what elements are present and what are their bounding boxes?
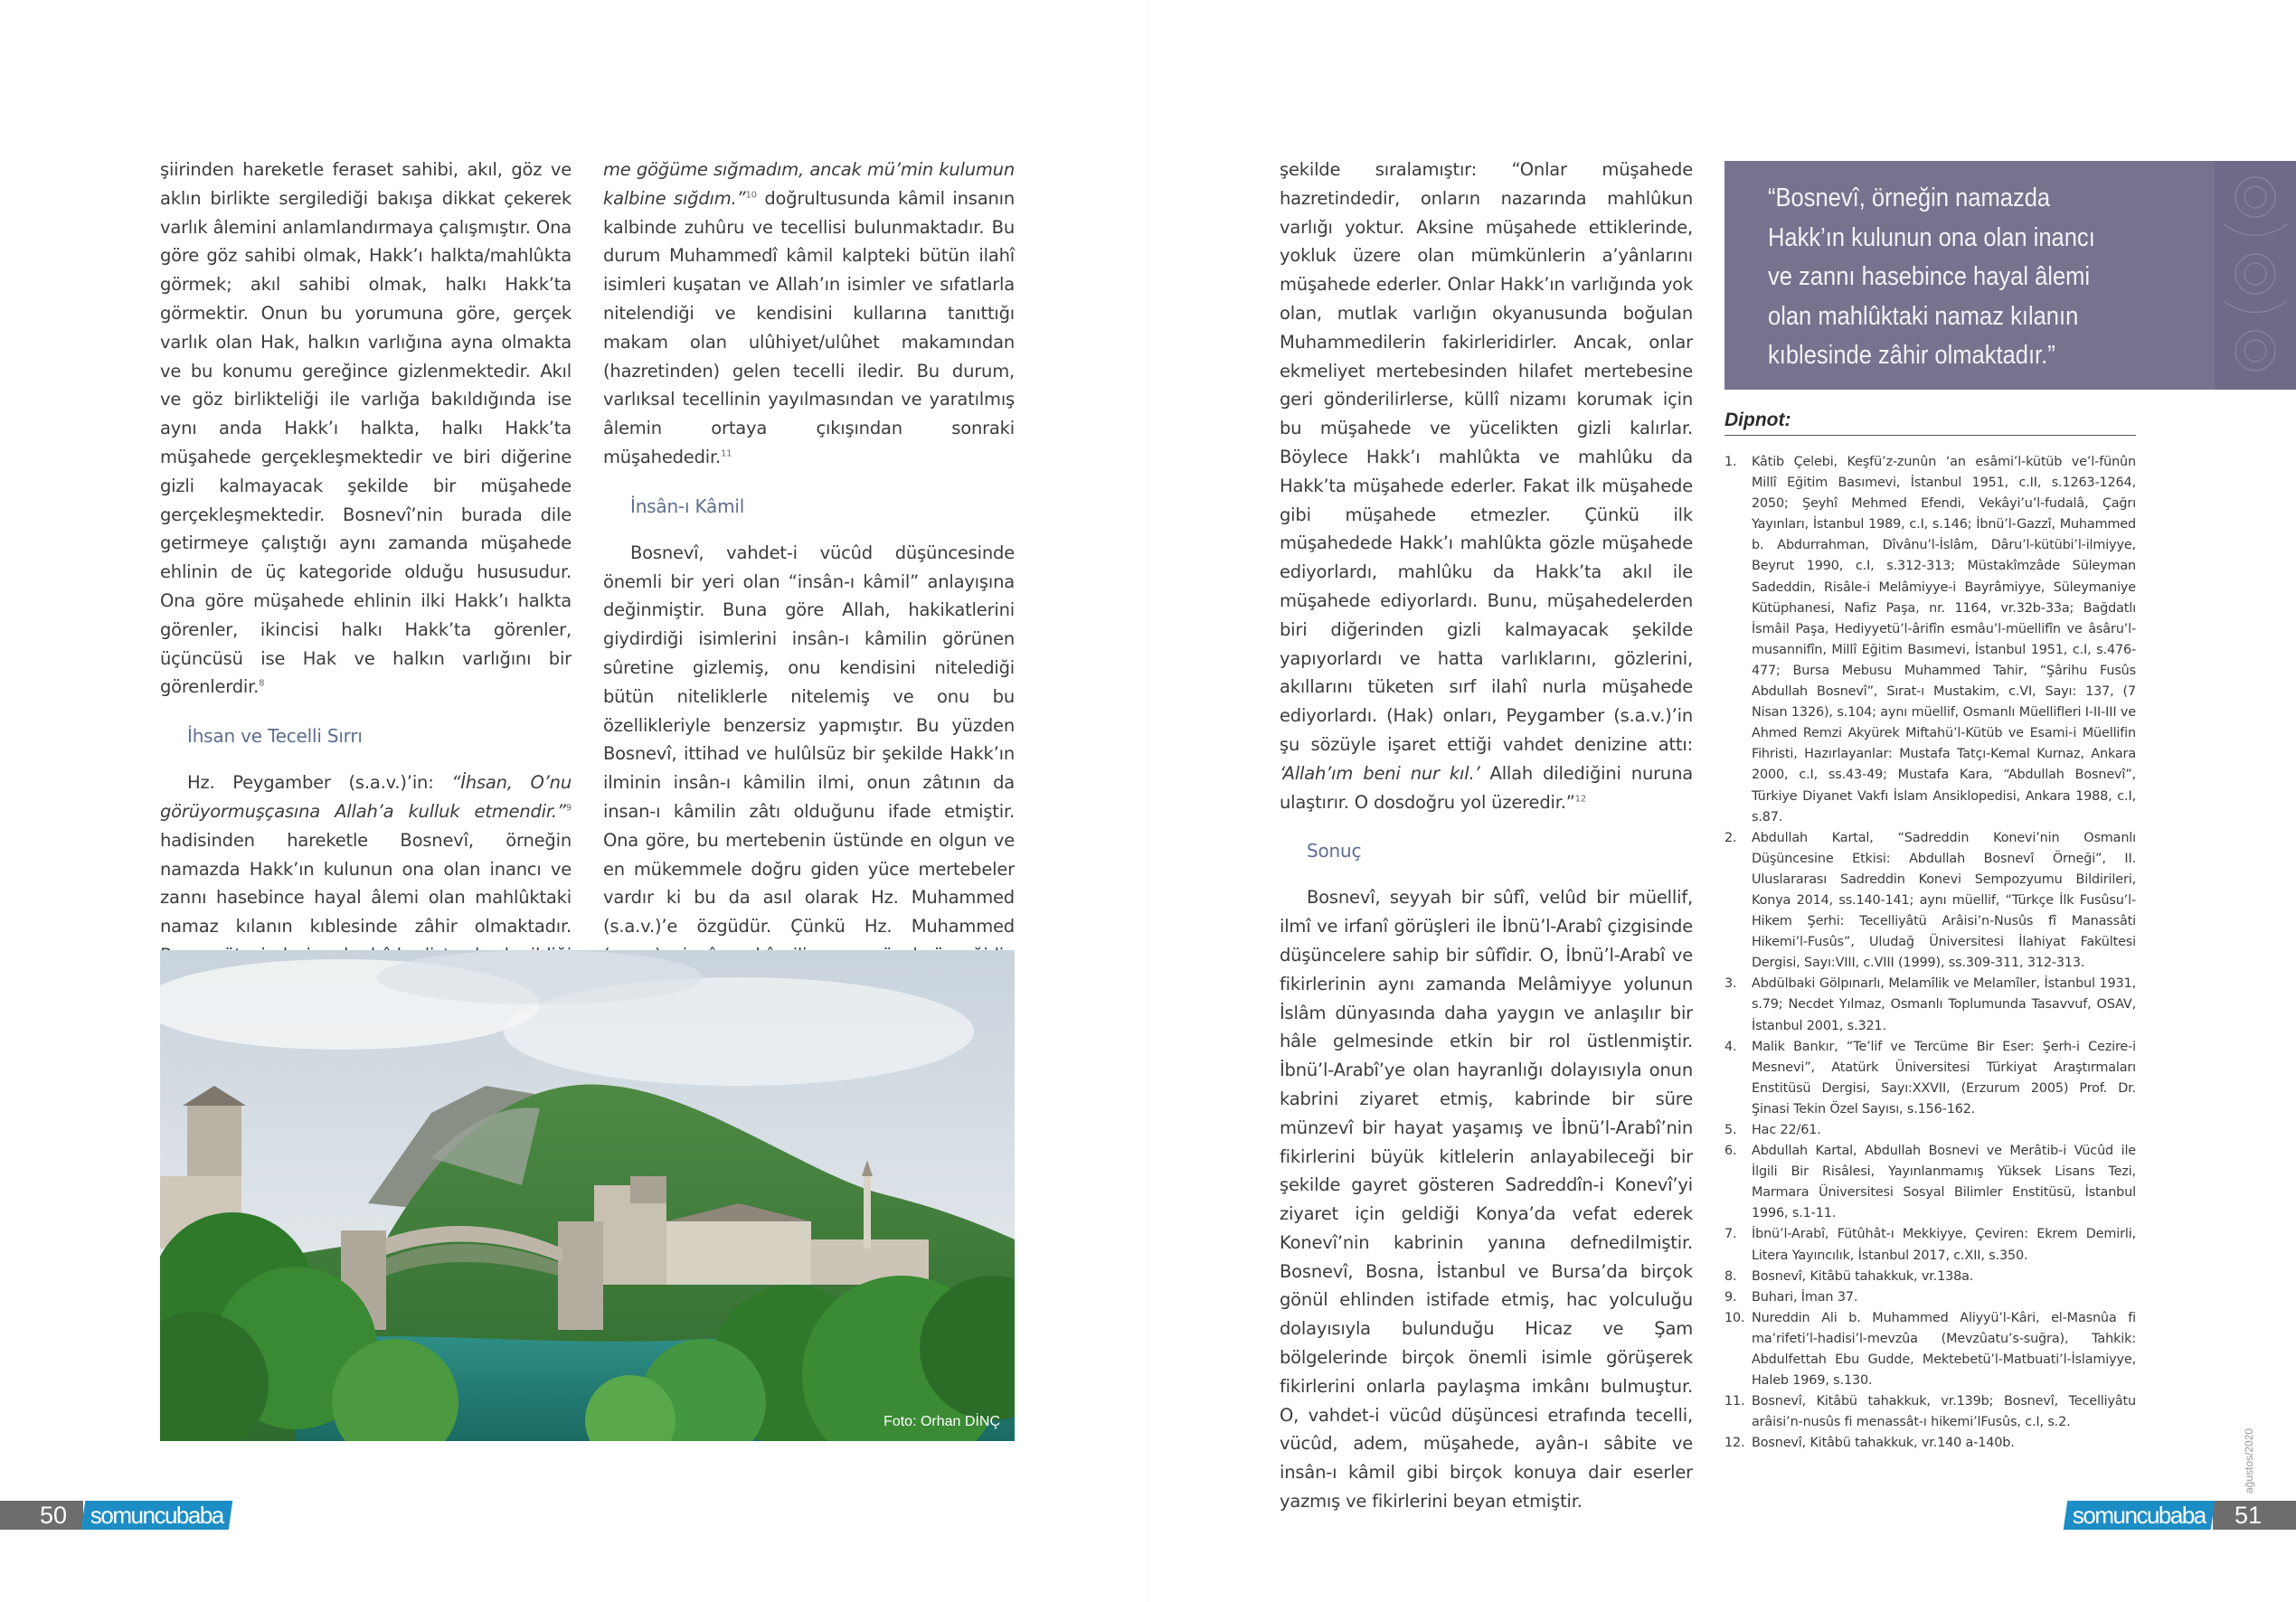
section-heading-sonuc: Sonuç: [1307, 840, 1362, 862]
footnote-text: Malik Bankır, “Te’lif ve Tercüme Bir Eser: Şerh-i Cezire-i Mesnevi”, Atatürk Üniversitesi Türkiyat Araştırmaları Enstitüsü Dergisi, Sayı:XXVII, (Erzurum 2005) Prof. Dr. Şinasi Tekin Özel Sayısı, s.156-162.: [1752, 1039, 2136, 1117]
paragraph: şekilde sıralamıştır: “Onlar müşahede hazretindedir, onların nazarında mahlûkun varlığı yoktur. Aksine müşahede ettiklerinde, yokluk üzere olan mümkünlerin a’yânlarını müşahede ederler. Onlar Hakk’ın varlığında yok olan, mutlak varlığın okyanusunda boğulan Muhammedilerin fakirleridirler. Ancak, onlar ekmeliyet mertebesinden hilafet mertebesine geri gönderilirlerse, küllî nizamı korumak için bu müşahede ve yücelikten gizli kalırlar. Böylece Hakk’ı mahlûkta ve mahlûku da Hakk’ta müşahede ederler. Fakat ilk müşahede gibi müşahede etmezler. Çünkü ilk müşahedede Hakk’ı mahlûkta gözle müşahede ediyorlardı, mahlûku da Hakk’ta akıl ile müşahede ediyorlardı. Bunu, müşahedelerden biri diğerinden gizli kalmayacak şekilde yapıyorlardı ve hatta varlıklarını, gözlerini, akıllarını tüketen sırf ilahî nurla müşahede ediyorlardı. (Hak) onları, Peygamber (s.a.v.)’in şu sözüyle işaret ettiği vahdet denizine attı: ‘Allah’ım beni nur kıl.’ Allah dilediğini nuruna ulaştırır. O dosdoğru yol üzeredir.”$^{12}$: [1280, 159, 1694, 813]
footnotes-title: Dipnot:: [1724, 410, 2136, 436]
footnote-text: Kâtib Çelebi, Keşfü’z-zunûn ‘an esâmi’l-kütüb ve’l-fünûn Millî Eğitim Basımevi, İstanbul 1951, c.II, s.1263-1264, 2050; Şeyhî Mehmed Efendi, Vekâyi’u’l-fudalâ, Çağrı Yayınları, İstanbul 1989, c.I, s.146; İbnü’l-Gazzî, Muhammed b. Abdurrahman, Dîvânu’l-İslâm, Dâru’l-kütübi’l-ilmiyye, Beyrut 1990, c.I, s.312-313; Müstakîmzâde Süleyman Sadeddin, Risâle-i Melâmiyye-i Bayrâmiyye, Süleymaniye Kütüphanesi, Nafiz Paşa, nr. 1164, vr.32b-33a; Bağdatlı İsmâil Paşa, Hediyyetü’l-ârifîn esmâu’l-müellifîn ve âsâru’l-musannifîn, Millî Eğitim Basımevi, İstanbul 1951, c.I, s.476-477; Bursa Mebusu Muhammed Tahir, “Şârihu Fusûs Abdullah Bosnevî”, Sırat-ı Mustakim, c.VI, Sayı: 137, (7 Nisan 1326), s.104; aynı müellif, Osmanlı Müellifleri I-II-III ve Ahmed Remzi Akyürek Miftahü’l-Kütüb ve Esami-i Müellifin Fihristi, Hazırlayanlar: Mustafa Tatçı-Kemal Kurnaz, Ankara 2000, c.I, ss.43-49; Mustafa Kara, “Abdullah Bosnevî”, Türkiye Diyanet Vakfı İslam Ansiklopedisi, Ankara 1988, c.I, s.87.: [1752, 455, 2136, 825]
footnote-item: [1724, 1287, 2136, 1308]
brand-logo-left: somuncubaba: [81, 1501, 232, 1530]
footnote-item: [1724, 828, 2136, 975]
footnote-number: 1.: [1724, 455, 1737, 469]
floral-pattern-icon: [2215, 161, 2296, 390]
footnote-item: [1724, 1267, 2136, 1287]
footnote-number: 10.: [1724, 1310, 1745, 1325]
footnote-item: [1724, 1224, 2136, 1266]
footnote-text: Hac 22/61.: [1752, 1123, 1821, 1137]
footnote-item: [1724, 1141, 2136, 1224]
footnote-text: İbnü’l-Arabî, Fütûhât-ı Mekkiyye, Çeviren: Ekrem Demirli, Litera Yayıncılık, İstanbul 2017, c.XII, s.350.: [1752, 1227, 2136, 1263]
page-number-left: 50: [0, 1501, 83, 1530]
footer-right: [2065, 1501, 2296, 1530]
footnote-number: 9.: [1724, 1289, 1737, 1305]
left-column-2: [603, 155, 1015, 999]
issue-date: ağustos/2020: [2243, 1428, 2255, 1494]
footnote-text: Bosnevî, Kitâbü tahakkuk, vr.138a.: [1752, 1268, 1974, 1284]
page-number-right: 51: [2213, 1501, 2296, 1530]
paragraph: Hz. Peygamber (s.a.v.)’in: “İhsan, O’nu görüyormuşçasına Allah’a kulluk etmendir.”$^9$ hadisinden hareketle Bosnevî, örneğin namazda Hakk’ın kulunun ona olan inancı ve zannı hasebince hayal âlemi olan mahlûktaki namaz kılanın kıblesinde zâhir olmaktadır.: [160, 772, 572, 938]
footnote-item: [1724, 452, 2136, 828]
pull-quote-box: [1724, 161, 2296, 390]
footnote-number: 8.: [1724, 1268, 1737, 1284]
footnote-item: [1724, 1308, 2136, 1391]
section-heading-insan-i-kamil: İnsân-ı Kâmil: [630, 495, 745, 517]
footnote-text: Abdülbaki Gölpınarlı, Melamîlik ve Melamîler, İstanbul 1931, s.79; Necdet Yılmaz, Osmanlı Toplumunda Tasavvuf, OSAV, İstanbul 2001, s.321.: [1752, 976, 2136, 1033]
footnote-text: Bosnevî, Kitâbü tahakkuk, vr.139b; Bosnevî, Tecelliyâtu arâisi’n-nusûs fi menassât-ı hikemi’lFusûs, c.I, s.2.: [1752, 1394, 2136, 1430]
footnote-item: [1724, 1391, 2136, 1433]
footer-left: [0, 1501, 231, 1530]
footnote-text: Buhari, İman 37.: [1752, 1289, 1858, 1305]
footnote-number: 6.: [1724, 1144, 1737, 1159]
footnote-text: Abdullah Kartal, “Sadreddin Konevi’nin Osmanlı Düşüncesine Etkisi: Abdullah Bosnevî Örneği”, II. Uluslararası Sadreddin Konevi Sempozyumu Bildirileri, Konya 2014, ss.140-141; aynı müellif, “Türkçe İlk Fusûsu’l-Hikem Şerhi: Tecelliyâtü Arâisi’n-Nusûs fî Manassâti Hikemi’l-Fusûs”, Uludağ Üniversitesi İlahiyat Fakültesi Dergisi, Sayı:VIII, c.VIII (1999), ss.309-311, 312-313.: [1752, 830, 2136, 971]
footnote-number: 4.: [1724, 1039, 1737, 1054]
right-column-1: [1280, 155, 1693, 1516]
footnote-item: [1724, 1433, 2136, 1454]
footnotes-section: [1724, 410, 2136, 1455]
footnote-item: [1724, 1037, 2136, 1120]
footnote-text: Bosnevî, Kitâbü tahakkuk, vr.140 a-140b.: [1752, 1436, 2015, 1451]
footnote-number: 5.: [1724, 1123, 1737, 1137]
footnote-number: 2.: [1724, 830, 1737, 845]
paragraph: me göğüme sığmadım, ancak mü’min kulumun kalbine sığdım.”$^{10}$ doğrultusunda kâmil insanın kalbinde zuhûru ve tecellisi bulunmaktadır. Bu durum Muhammedî kâmil kalpteki bütün ilahî isimleri kuşatan ve Allah’ın isimler ve sıfatlarla nitelendiği ve kendisini kullarına tanıttığı makam olan ulûhiyet/ulûhet makamından (hazretinden) gelen tecelli iledir. Bu durum, varlıksal tecellinin yayılmasından ve yaratılmış âlemin ortaya çıkışından sonraki müşahededir.$^{11}$: [603, 159, 1015, 467]
paragraph: şiirinden hareketle feraset sahibi, akıl, göz ve aklın birlikte sergilediği bakışa dikkat çekerek varlık âlemini anlamlandırmaya çalışmıştır. Ona göre göz sahibi olmak, Hakk’ı halkta/mahlûkta görmek; akıl sahibi olmak, halkı Hakk’ta görmektir. Onun bu yorumuna göre, gerçek varlık olan Hak, halkın varlığına ayna olmakta ve bu konumu gereğince gizlenmektedir. Akıl ve göz birlikteliği ile varlığa bakıldığında ise aynı anda Hakk’ı halkta, halkı Hakk’ta müşahede gerçekleşmektedir ve biri diğerine gizli kalmayacak şekilde bir müşahede gerçekleşmektedir. Bosnevî’nin burada dile getirmeye çalıştığı aynı zamanda müşahede ehlinin de üç kategoride olduğu hususudur. Ona göre müşahede ehlinin ilki Hakk’ı halkta görenler, ikincisi halkı Hakk’ta görenler, üçüncüsü ise Hak ve halkın varlığını bir görenlerdir.$^8$: [160, 159, 572, 698]
decorative-pattern: [2215, 161, 2296, 390]
section-heading-ihsan: İhsan ve Tecelli Sırrı: [187, 725, 363, 748]
mostar-photo: [160, 950, 1015, 1441]
mostar-bridge-image: [160, 950, 1015, 1441]
photo-credit: Foto: Orhan DİNÇ: [883, 1414, 1000, 1429]
footnote-number: 3.: [1724, 976, 1737, 992]
brand-logo-right: somuncubaba: [2064, 1501, 2215, 1530]
footnote-text: Abdullah Kartal, Abdullah Bosnevi ve Merâtib-i Vücûd ile İlgili Bir Risâlesi, Yayınlanmamış Yüksek Lisans Tezi, Marmara Üniversitesi Sosyal Bilimler Enstitüsü, İstanbul 1996, s.1-11.: [1752, 1144, 2136, 1221]
footnote-item: [1724, 974, 2136, 1036]
footnotes-list: [1724, 452, 2136, 1455]
footnote-number: 7.: [1724, 1227, 1737, 1242]
left-column-1: [160, 155, 572, 999]
paragraph: Bosnevî, seyyah bir sûfî, velûd bir müellif, ilmî ve irfanî görüşleri ile İbnü’l-Arabî çizgisinde düşüncelere sahip bir sûfîdir. O, İbnü’l-Arabî ve fikirlerinin aynı zamanda Melâmiyye yolunun İslâm dünyasında daha yaygın ve anlaşılır bir hâle gelmesinde etkin bir rol üstlenmiştir. İbnü’l-Arabî’ye olan hayranlığı dolayısıyla onun kabrini ziyaret etmiş, kabrinde bir süre münzevî bir hayat yaşamış ve İbnü’l-Arabî’nin fikirlerini büyük kitlelerin anlayabileceği bir şekilde gayret gösteren Sadreddîn-i Konevî’yi ziyaret için geldiği Konya’da vefat ederek Konevî’nin kabrinin yanına defnedilmiştir. Bosnevî, Bosna, İstanbul ve Bursa’da birçok gönül ehlinden istifade etmiş, hac yolculuğu dolayısıyla bulunduğu Hicaz ve Şam bölgelerinde birçok önemli isimle görüşerek fikirlerini onlarla paylaşma imkânı bulmuştur. O, vahdet-i vücûd düşüncesi etrafında tecelli, vücûd, adem, müşahede, ayân-ı sâbite ve insân-ı kâmil gibi birçok konuya dair eserler yazmış ve fikirlerini beyan etmiştir.: [1280, 887, 1693, 1512]
footnote-text: Nureddin Ali b. Muhammed Aliyyü’l-Kâri, el-Masnûa fi ma’rifeti’l-hadisi’l-mevzûa (Mevzûatu’s-suğra), Tahkik: Abdulfettah Ebu Gudde, Mektebetü’l-Matbuati’l-İslamiyye, Haleb 1969, s.130.: [1752, 1310, 2136, 1389]
footnote-number: 11.: [1724, 1394, 1745, 1409]
footnote-number: 12.: [1724, 1436, 1745, 1451]
paragraph: Bosnevî, vahdet-i vücûd düşüncesinde önemli bir yeri olan “insân-ı kâmil” anlayışına değinmiştir. Buna göre Allah, hakikatlerini giydirdiği isimlerini insân-ı kâmilin görünen sûretine gizlemiş, onu kendisini nitelediği bütün niteliklerle nitelemiş ve onu bu özellikleriyle benzersiz yapmıştır. Bu yüzden Bosnevî, ittihad ve hulûlsüz bir şekilde Hakk’ın ilminin insân-ı kâmilin ilmi, onun zâtının da insan-ı kâmilin zâtı olduğunu ifade etmiştir. Ona göre, bu mertebenin üstünde en olgun ve en mükemmele doğru giden yüce mertebeler vardır ki bu da asıl olarak Hz. Muhammed (s.a.v.)’e özgüdür. Çünkü Hz. Muhammed: [603, 542, 1015, 938]
footnote-item: [1724, 1120, 2136, 1141]
pull-quote-text: “Bosnevî, örneğin namazda Hakk’ın kulunun ona olan inancı ve zannı hasebince hayal âlemi olan mahlûktaki namaz kılanın kıblesinde zâhir olmaktadır.”: [1768, 184, 2095, 370]
